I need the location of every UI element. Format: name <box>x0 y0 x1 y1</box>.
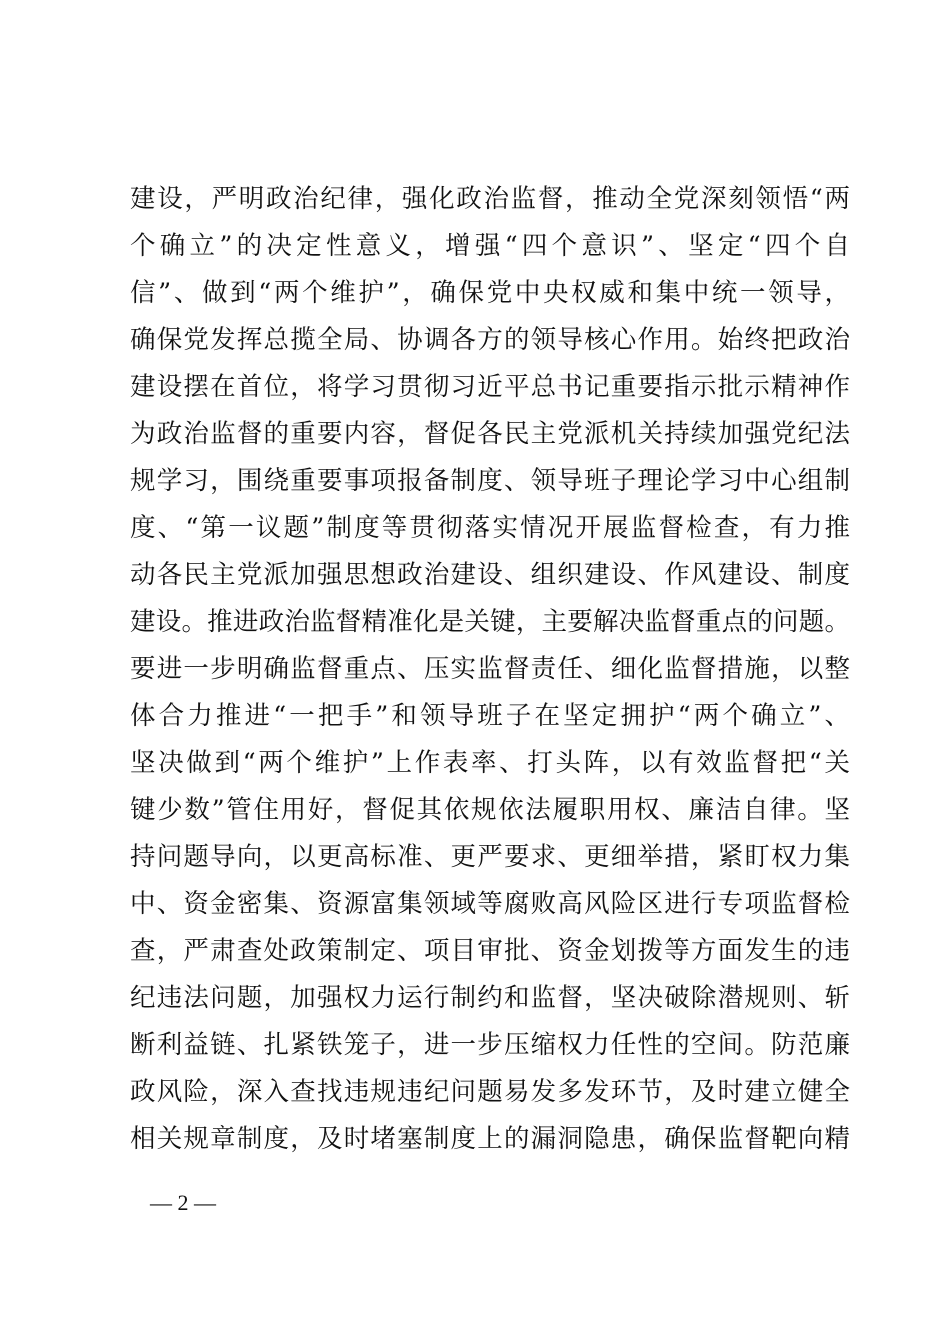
body-text <box>130 176 850 1163</box>
text-line: 要进一步明确监督重点、压实监督责任、细化监督措施，以整 <box>130 654 850 684</box>
text-line: 键少数”管住用好，督促其依规依法履职用权、廉洁自律。坚 <box>130 795 850 825</box>
text-line: 信”、做到“两个维护”，确保党中央权威和集中统一领导， <box>130 278 850 308</box>
text-line: 政风险，深入查找违规违纪问题易发多发环节，及时建立健全 <box>130 1077 850 1107</box>
text-line: 个确立”的决定性意义，增强“四个意识”、坚定“四个自 <box>130 231 850 261</box>
text-line: 断利益链、扎紧铁笼子，进一步压缩权力任性的空间。防范廉 <box>130 1030 850 1060</box>
text-line: 建设摆在首位，将学习贯彻习近平总书记重要指示批示精神作 <box>130 372 850 402</box>
text-line: 持问题导向，以更高标准、更严要求、更细举措，紧盯权力集 <box>130 842 850 872</box>
text-line: 确保党发挥总揽全局、协调各方的领导核心作用。始终把政治 <box>130 325 850 355</box>
text-line: 动各民主党派加强思想政治建设、组织建设、作风建设、制度 <box>130 560 850 590</box>
text-line: 中、资金密集、资源富集领域等腐败高风险区进行专项监督检 <box>130 889 850 919</box>
text-line: 建设。推进政治监督精准化是关键，主要解决监督重点的问题。 <box>130 607 850 637</box>
text-line: 相关规章制度，及时堵塞制度上的漏洞隐患，确保监督靶向精 <box>130 1124 850 1154</box>
text-line: 建设，严明政治纪律，强化政治监督，推动全党深刻领悟“两 <box>130 184 850 214</box>
page-number: — 2 — <box>150 1190 216 1215</box>
text-line: 纪违法问题，加强权力运行制约和监督，坚决破除潜规则、斩 <box>130 983 850 1013</box>
text-line: 为政治监督的重要内容，督促各民主党派机关持续加强党纪法 <box>130 419 850 449</box>
text-line: 规学习，围绕重要事项报备制度、领导班子理论学习中心组制 <box>130 466 850 496</box>
text-line: 体合力推进“一把手”和领导班子在坚定拥护“两个确立”、 <box>130 701 850 731</box>
text-line: 查，严肃查处政策制定、项目审批、资金划拨等方面发生的违 <box>130 936 850 966</box>
text-line: 度、“第一议题”制度等贯彻落实情况开展监督检查，有力推 <box>130 513 850 543</box>
text-line: 坚决做到“两个维护”上作表率、打头阵，以有效监督把“关 <box>130 748 850 778</box>
